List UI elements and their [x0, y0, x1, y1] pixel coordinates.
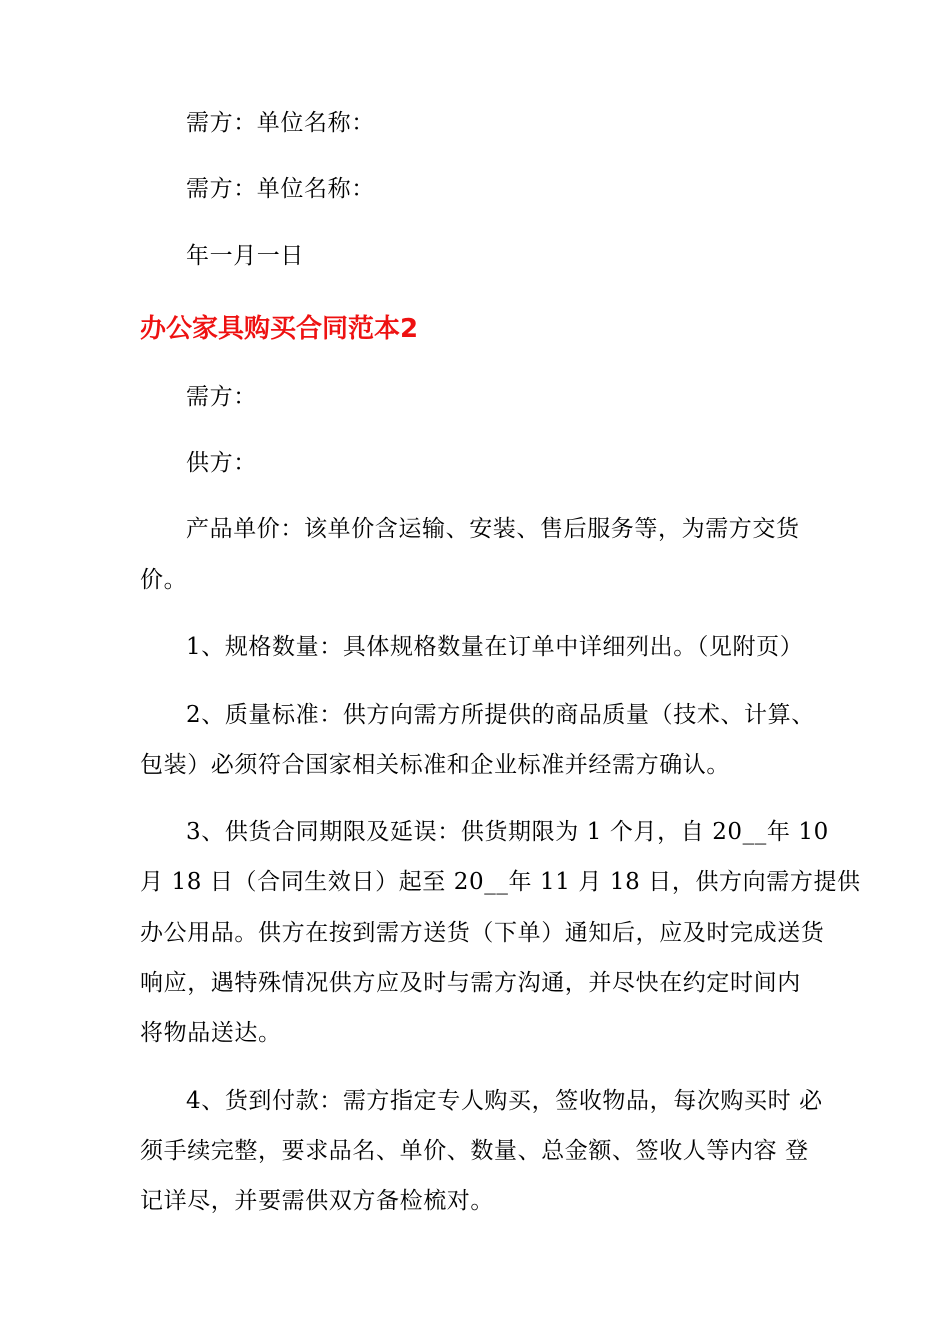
- paragraph-supply-term-line-4: 响应，遇特殊情况供方应及时与需方沟通，并尽快在约定时间内: [140, 970, 801, 996]
- paragraph-supply-party: 供方：: [186, 450, 257, 476]
- paragraph-unit-price-line-1: 产品单价：该单价含运输、安装、售后服务等，为需方交货: [186, 516, 800, 542]
- paragraph-quality-line-2: 包装）必须符合国家相关标准和企业标准并经需方确认。: [140, 752, 730, 778]
- paragraph-payment-line-1: 4、货到付款：需方指定专人购买，签收物品，每次购买时 必: [186, 1088, 823, 1114]
- paragraph-supply-term-line-1: 3、供货合同期限及延误：供货期限为 1 个月，自 20__年 10: [186, 819, 829, 845]
- demand-party-unit-name-line-2: 需方：单位名称：: [186, 176, 375, 202]
- paragraph-spec-quantity: 1、规格数量：具体规格数量在订单中详细列出。（见附页）: [186, 634, 804, 660]
- paragraph-supply-term-line-2: 月 18 日（合同生效日）起至 20__年 11 月 18 日，供方向需方提供: [140, 869, 861, 895]
- paragraph-quality-line-1: 2、质量标准：供方向需方所提供的商品质量（技术、计算、: [186, 702, 815, 728]
- paragraph-supply-term-line-5: 将物品送达。: [140, 1020, 282, 1046]
- paragraph-payment-line-3: 记详尽，并要需供双方备检梳对。: [140, 1188, 494, 1214]
- date-line: 年一月一日: [186, 243, 304, 269]
- paragraph-payment-line-2: 须手续完整，要求品名、单价、数量、总金额、签收人等内容 登: [140, 1138, 809, 1164]
- paragraph-demand-party: 需方：: [186, 384, 257, 410]
- paragraph-unit-price-line-2: 价。: [140, 567, 188, 593]
- paragraph-supply-term-line-3: 办公用品。供方在按到需方送货（下单）通知后，应及时完成送货: [140, 920, 825, 946]
- section-heading: 办公家具购买合同范本2: [140, 314, 419, 344]
- demand-party-unit-name-line-1: 需方：单位名称：: [186, 110, 375, 136]
